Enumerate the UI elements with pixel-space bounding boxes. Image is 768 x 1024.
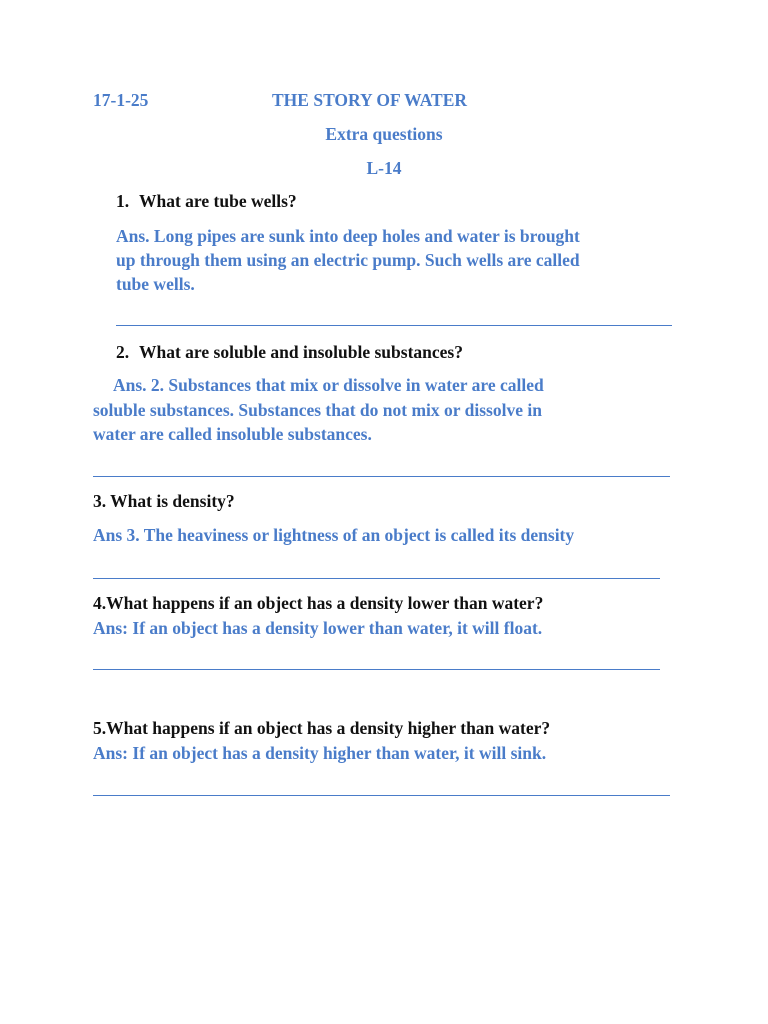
subtitle: Extra questions xyxy=(325,124,443,144)
answer-3: Ans 3. The heaviness or lightness of an object is called its density xyxy=(93,525,575,545)
answer-4: Ans: If an object has a density lower than water, it will float. xyxy=(93,618,543,638)
question-4: 4.What happens if an object has a density lower than water? xyxy=(93,593,544,613)
answer-1-line-3: tube wells. xyxy=(116,274,195,294)
question-number: 2. xyxy=(116,342,130,362)
divider xyxy=(116,325,672,326)
divider xyxy=(93,795,670,796)
answer-1-line-2: up through them using an electric pump. Such wells are called xyxy=(116,250,580,270)
question-text: What are soluble and insoluble substances? xyxy=(139,342,463,362)
answer-2-line-2: soluble substances. Substances that do not mix or dissolve in xyxy=(93,400,542,420)
question-2 xyxy=(116,340,463,365)
divider xyxy=(93,578,660,579)
date: 17-1-25 xyxy=(93,90,149,110)
answer-5: Ans: If an object has a density higher than water, it will sink. xyxy=(93,743,547,763)
divider xyxy=(93,476,670,477)
divider xyxy=(93,669,660,670)
answer-2-line-3: water are called insoluble substances. xyxy=(93,424,372,444)
question-1 xyxy=(116,189,297,214)
answer-1-line-1: Ans. Long pipes are sunk into deep holes and water is brought xyxy=(116,226,580,246)
question-number: 1. xyxy=(116,191,130,211)
page-title: THE STORY OF WATER xyxy=(272,90,468,110)
lesson-label: L-14 xyxy=(366,158,402,178)
question-5: 5.What happens if an object has a density higher than water? xyxy=(93,718,551,738)
answer-2-line-1: Ans. 2. Substances that mix or dissolve in water are called xyxy=(113,375,544,395)
question-text: What are tube wells? xyxy=(139,191,297,211)
question-3: 3. What is density? xyxy=(93,491,235,511)
